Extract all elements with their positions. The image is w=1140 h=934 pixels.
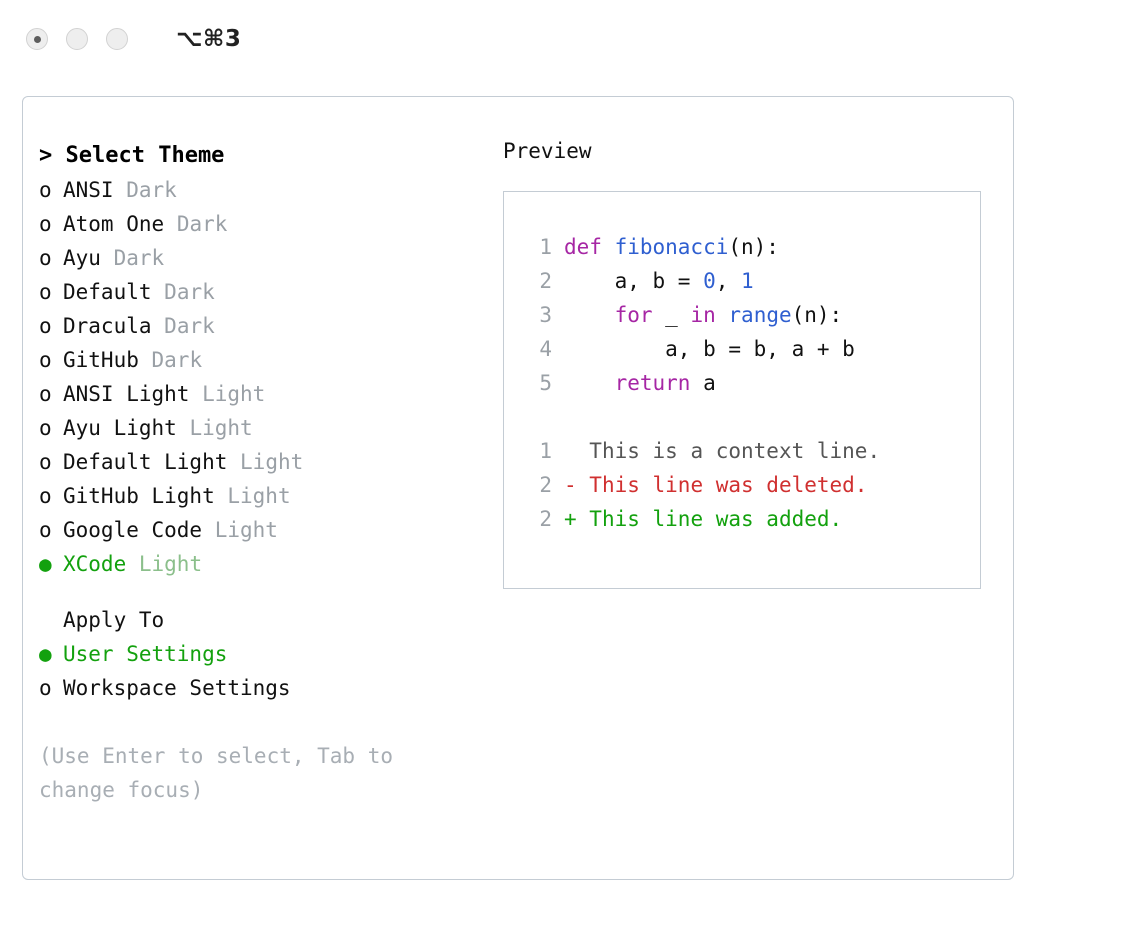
theme-picker-panel <box>22 96 1014 880</box>
code-token: return <box>614 371 691 395</box>
theme-variant-label: Light <box>189 416 253 440</box>
theme-list-item[interactable] <box>39 547 485 581</box>
line-number: 2 <box>539 507 552 531</box>
theme-name-label: Dracula <box>63 314 152 338</box>
line-number: 4 <box>539 337 552 361</box>
theme-name-label: Atom One <box>63 212 165 236</box>
window-dot-active[interactable] <box>26 28 48 50</box>
code-token <box>564 303 615 327</box>
theme-variant-label: Dark <box>151 348 203 372</box>
window-titlebar <box>0 0 1140 78</box>
radio-icon[interactable]: o <box>39 212 52 236</box>
line-number: 1 <box>539 235 552 259</box>
apply-to-list[interactable] <box>39 637 485 705</box>
theme-variant-label: Light <box>202 382 266 406</box>
preview-title: Preview <box>503 139 592 163</box>
theme-list[interactable] <box>39 173 485 581</box>
preview-column <box>485 139 1013 807</box>
theme-list-item[interactable] <box>39 445 485 479</box>
code-token <box>716 303 729 327</box>
code-line <box>524 366 980 400</box>
radio-icon[interactable]: o <box>39 416 52 440</box>
theme-list-item[interactable] <box>39 309 485 343</box>
diff-text: This line was added. <box>576 507 843 531</box>
preview-diff-block <box>524 434 980 536</box>
theme-list-item[interactable] <box>39 411 485 445</box>
theme-name-label: Ayu Light <box>63 416 177 440</box>
diff-text: This line was deleted. <box>576 473 868 497</box>
theme-list-column <box>23 139 485 807</box>
preview-code-block <box>524 230 980 400</box>
theme-list-item[interactable] <box>39 513 485 547</box>
line-number: 5 <box>539 371 552 395</box>
code-token <box>564 371 615 395</box>
code-token: a, b = b, a + b <box>564 337 855 361</box>
diff-sign <box>564 439 577 463</box>
code-token: _ <box>652 303 691 327</box>
radio-icon[interactable]: o <box>39 518 52 542</box>
radio-icon[interactable]: o <box>39 246 52 270</box>
theme-variant-label: Dark <box>176 212 228 236</box>
window-dot-2[interactable] <box>66 28 88 50</box>
theme-list-item[interactable] <box>39 207 485 241</box>
theme-variant-label: Dark <box>126 178 177 202</box>
code-token: for <box>614 303 653 327</box>
theme-list-item[interactable] <box>39 241 485 275</box>
apply-to-label: Workspace Settings <box>63 676 291 700</box>
preview-box <box>503 191 981 589</box>
diff-sign: + <box>564 507 577 531</box>
radio-icon[interactable]: o <box>39 314 52 338</box>
diff-line <box>524 434 980 468</box>
line-number: 2 <box>539 269 552 293</box>
line-number: 2 <box>539 473 552 497</box>
theme-list-item[interactable] <box>39 343 485 377</box>
code-line <box>524 298 980 332</box>
diff-line <box>524 502 980 536</box>
theme-name-label: ANSI Light <box>63 382 190 406</box>
radio-icon[interactable]: o <box>39 382 52 406</box>
theme-variant-label: Light <box>214 518 278 542</box>
theme-variant-label: Light <box>227 484 291 508</box>
code-token: , <box>715 269 742 293</box>
theme-list-item[interactable] <box>39 479 485 513</box>
spacer-2 <box>39 705 485 739</box>
code-token: fibonacci <box>614 235 729 259</box>
theme-list-item[interactable] <box>39 377 485 411</box>
code-token: in <box>690 303 716 327</box>
radio-icon[interactable]: o <box>39 450 52 474</box>
code-token: 0 <box>703 269 716 293</box>
theme-name-label: Ayu <box>63 246 101 270</box>
window-dot-3[interactable] <box>106 28 128 50</box>
spacer <box>39 581 485 603</box>
radio-icon[interactable]: o <box>39 348 52 372</box>
theme-variant-label: Dark <box>164 280 215 304</box>
code-token: (n): <box>791 303 843 327</box>
select-theme-header: > Select Theme <box>39 143 225 168</box>
theme-name-label: Default Light <box>63 450 228 474</box>
theme-list-item[interactable] <box>39 173 485 207</box>
theme-name-label: Google Code <box>63 518 203 542</box>
theme-variant-label: Light <box>138 552 203 576</box>
code-token: 1 <box>741 269 754 293</box>
code-token: (n): <box>728 235 779 259</box>
theme-variant-label: Dark <box>113 246 165 270</box>
code-token: a, b = <box>564 269 704 293</box>
radio-icon[interactable]: o <box>39 178 52 202</box>
apply-to-item[interactable] <box>39 637 485 671</box>
code-token: a <box>690 371 716 395</box>
code-token: def <box>564 235 615 259</box>
theme-name-label: GitHub <box>63 348 139 372</box>
apply-to-header: Apply To <box>63 608 165 632</box>
line-number: 3 <box>539 303 552 327</box>
apply-to-label: User Settings <box>63 642 228 666</box>
line-number: 1 <box>539 439 552 463</box>
code-line <box>524 332 980 366</box>
radio-icon[interactable]: o <box>39 484 52 508</box>
diff-line <box>524 468 980 502</box>
radio-icon[interactable]: o <box>39 676 52 700</box>
theme-name-label: ANSI <box>63 178 114 202</box>
theme-variant-label: Light <box>240 450 304 474</box>
theme-name-label: XCode <box>63 552 127 576</box>
code-line <box>524 230 980 264</box>
code-token: range <box>728 303 792 327</box>
keyboard-shortcut-label: ⌥⌘3 <box>176 26 242 52</box>
apply-to-item[interactable] <box>39 671 485 705</box>
theme-list-item[interactable] <box>39 275 485 309</box>
radio-selected-icon[interactable]: ● <box>39 552 52 576</box>
radio-selected-icon[interactable]: ● <box>39 642 52 666</box>
theme-variant-label: Dark <box>164 314 215 338</box>
radio-icon[interactable]: o <box>39 280 52 304</box>
code-line <box>524 264 980 298</box>
diff-sign: - <box>564 473 577 497</box>
theme-name-label: Default <box>63 280 152 304</box>
keyboard-hint: (Use Enter to select, Tab to change focus) <box>39 744 406 802</box>
theme-name-label: GitHub Light <box>63 484 215 508</box>
diff-text: This is a context line. <box>576 439 881 463</box>
